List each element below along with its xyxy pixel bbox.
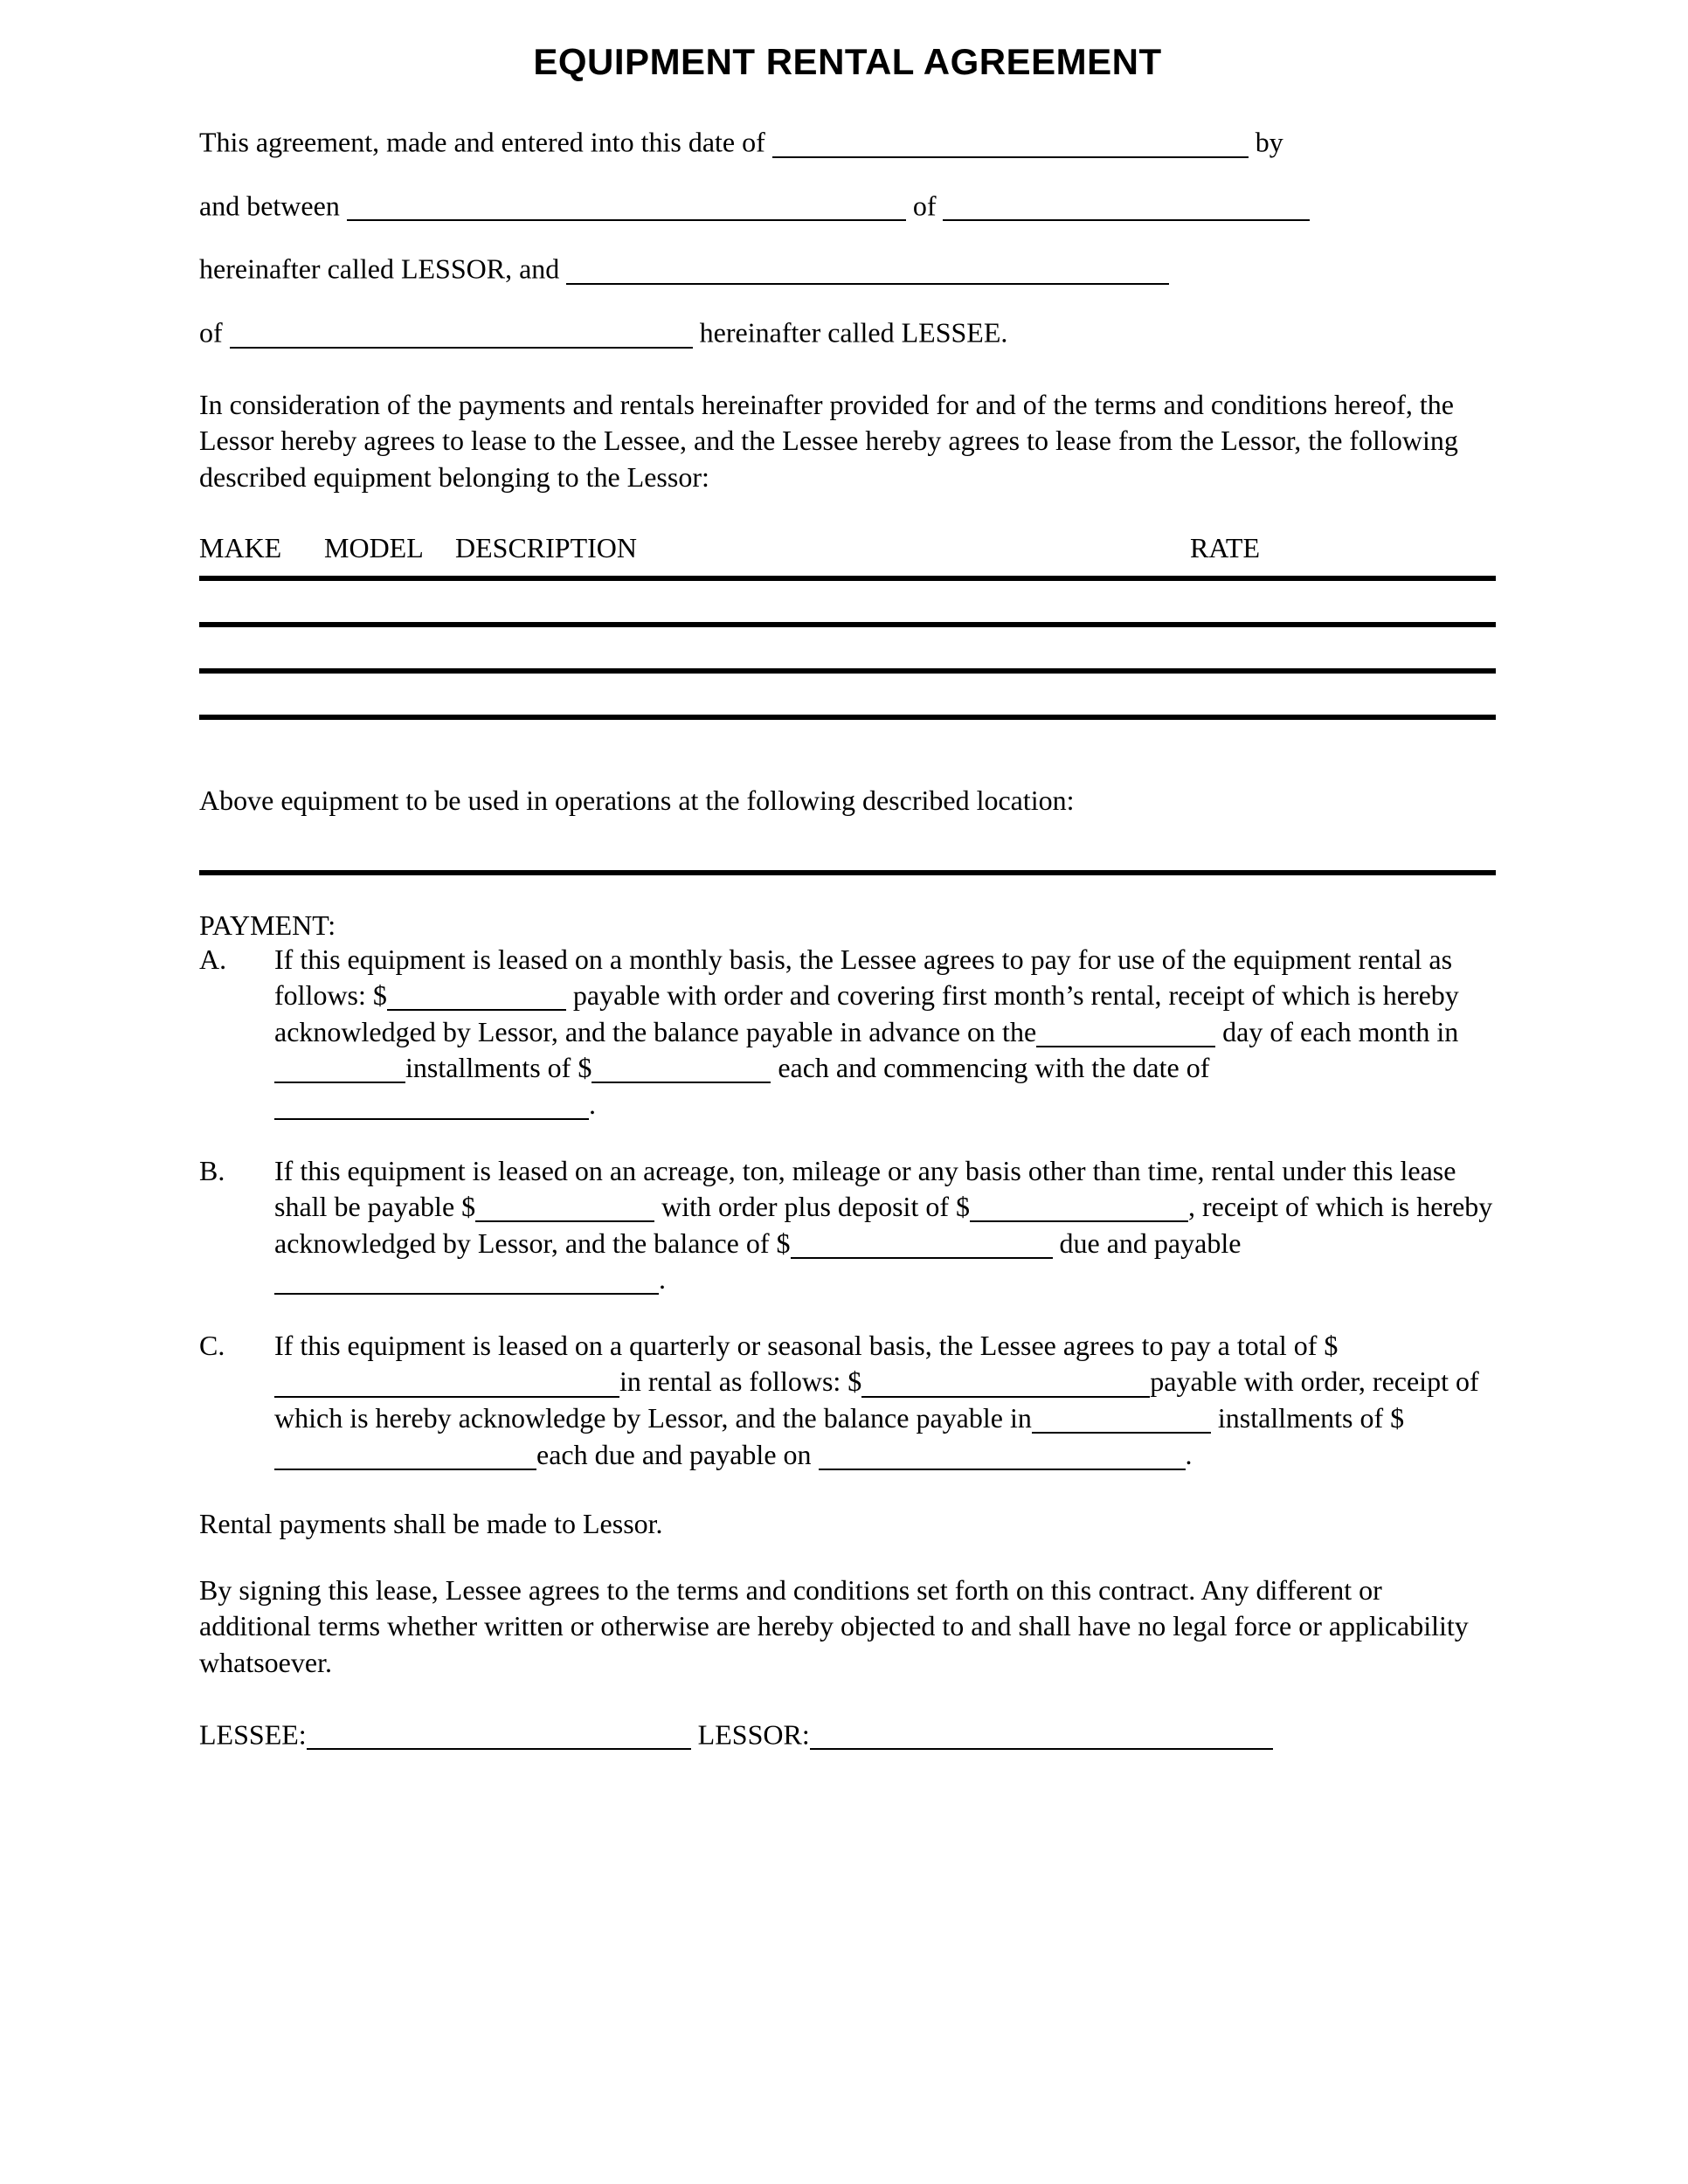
payment-clause-a <box>199 942 1496 1123</box>
lessor-address-blank[interactable] <box>943 191 1310 222</box>
opening-clause-block <box>199 126 1496 349</box>
payment-clause-b <box>199 1153 1496 1298</box>
agreement-date-label: This agreement, made and entered into this date of <box>199 126 765 158</box>
column-header-rate: RATE <box>1190 532 1260 564</box>
clause-c-seg3: payable with order, receipt of which is hereby acknowledge by Lessor, and the balance payable in <box>274 1365 1479 1434</box>
equipment-table-header <box>199 534 1496 576</box>
of-label-2: of <box>199 316 223 349</box>
signature-row <box>199 1720 1496 1749</box>
document-content <box>199 0 1496 1751</box>
lessee-address-line <box>199 318 1496 347</box>
clause-b-payable-amount-blank[interactable] <box>475 1192 654 1223</box>
lessor-name-blank[interactable] <box>347 191 906 222</box>
equipment-row-space <box>199 581 1496 622</box>
clause-c-seg2: in rental as follows: $ <box>619 1365 862 1398</box>
column-header-description: DESCRIPTION <box>455 532 638 564</box>
clause-a-installment-amount-blank[interactable] <box>591 1054 771 1084</box>
lessee-address-blank[interactable] <box>230 318 693 349</box>
equipment-row-space <box>199 674 1496 715</box>
lessor-signature-label: LESSOR: <box>697 1718 810 1751</box>
lessee-signature-label: LESSEE: <box>199 1718 307 1751</box>
lessee-signature-blank[interactable] <box>307 1720 691 1751</box>
clause-marker-b: B. <box>199 1154 225 1186</box>
clause-a-installment-count-blank[interactable] <box>274 1054 405 1084</box>
clause-c-due-date-blank[interactable] <box>819 1440 1186 1470</box>
clause-a-seg5: each and commencing with the date of <box>778 1052 1210 1084</box>
and-between-label: and between <box>199 190 340 222</box>
agreement-date-blank[interactable] <box>772 128 1249 158</box>
of-label-1: of <box>912 190 937 222</box>
clause-a-day-blank[interactable] <box>1036 1017 1215 1047</box>
clause-b-deposit-amount-blank[interactable] <box>970 1192 1188 1223</box>
clause-a-seg4: installments of $ <box>405 1052 592 1084</box>
rental-payments-note: Rental payments shall be made to Lessor. <box>199 1508 663 1540</box>
lessee-name-blank[interactable] <box>566 254 1169 285</box>
location-label: Above equipment to be used in operations at the following described location: <box>199 784 1075 817</box>
lessor-signature-blank[interactable] <box>810 1720 1273 1751</box>
clause-b-seg5: . <box>659 1263 666 1296</box>
lessor-party-line <box>199 191 1496 220</box>
clause-marker-c: C. <box>199 1329 225 1361</box>
clause-b-balance-amount-blank[interactable] <box>791 1228 1053 1259</box>
equipment-row-space <box>199 627 1496 668</box>
hereinafter-lessee-label: hereinafter called LESSEE. <box>699 316 1008 349</box>
clause-body-b <box>274 1153 1496 1298</box>
clause-a-first-month-amount-blank[interactable] <box>387 981 566 1012</box>
clause-b-seg1: If this equipment is leased on an acreage, ton, mileage or any basis other than time, rental under this lease shall be payable $ <box>274 1154 1456 1223</box>
clause-a-seg1: If this equipment is leased on a monthly basis, the Lessee agrees to pay for use of the equipment rental as follows: $ <box>274 943 1453 1012</box>
terms-acceptance-paragraph: By signing this lease, Lessee agrees to the terms and conditions set forth on this contract. Any different or additional terms whether written or otherwise are hereby objected to and shall have no legal force or applicability whatsoever. <box>199 1573 1469 1679</box>
lessee-party-line <box>199 254 1496 283</box>
clause-c-total-amount-blank[interactable] <box>274 1367 619 1398</box>
clause-a-seg3: day of each month in <box>1222 1015 1459 1047</box>
clause-b-due-date-blank[interactable] <box>274 1265 659 1296</box>
clause-c-seg1: If this equipment is leased on a quarterly or seasonal basis, the Lessee agrees to pay a total of $ <box>274 1329 1339 1361</box>
clause-c-installment-amount-blank[interactable] <box>274 1440 536 1470</box>
clause-b-seg4: due and payable <box>1059 1227 1242 1259</box>
payment-clause-c <box>199 1328 1496 1473</box>
clause-a-seg6: . <box>589 1088 596 1120</box>
clause-c-seg5: each due and payable on <box>536 1438 812 1470</box>
clause-a-commence-date-blank[interactable] <box>274 1089 589 1120</box>
location-blank-rule[interactable] <box>199 870 1496 875</box>
consideration-paragraph: In consideration of the payments and rentals hereinafter provided for and of the terms and conditions hereof, the Lessor hereby agrees to lease to the Lessee, and the Lessee hereby agrees to lease from the Lessor, the following described equipment belonging to the Lessor: <box>199 388 1458 493</box>
clause-c-seg6: . <box>1185 1438 1193 1470</box>
clause-c-seg4: installments of $ <box>1217 1402 1405 1434</box>
payment-heading: PAYMENT: <box>199 909 336 942</box>
clause-body-c <box>274 1328 1496 1473</box>
location-space <box>199 814 1496 870</box>
clause-c-installment-count-blank[interactable] <box>1032 1403 1211 1434</box>
column-header-model: MODEL <box>324 532 424 564</box>
equipment-table <box>199 534 1496 720</box>
clause-a-seg2: payable with order and covering first month’s rental, receipt of which is hereby acknowledged by Lessor, and the balance payable in advance on the <box>274 979 1459 1047</box>
column-header-make: MAKE <box>199 532 282 564</box>
clause-marker-a: A. <box>199 943 227 975</box>
clause-b-seg2: with order plus deposit of $ <box>661 1191 970 1223</box>
page-title: EQUIPMENT RENTAL AGREEMENT <box>533 41 1162 82</box>
clause-body-a <box>274 942 1496 1123</box>
clause-b-seg3: , receipt of which is hereby acknowledged by Lessor, and the balance of $ <box>274 1191 1493 1259</box>
equipment-row-rule[interactable] <box>199 715 1496 720</box>
hereinafter-lessor-label: hereinafter called LESSOR, and <box>199 252 560 285</box>
clause-c-order-amount-blank[interactable] <box>861 1367 1150 1398</box>
agreement-date-line <box>199 128 1496 156</box>
agreement-date-suffix: by <box>1255 126 1283 158</box>
